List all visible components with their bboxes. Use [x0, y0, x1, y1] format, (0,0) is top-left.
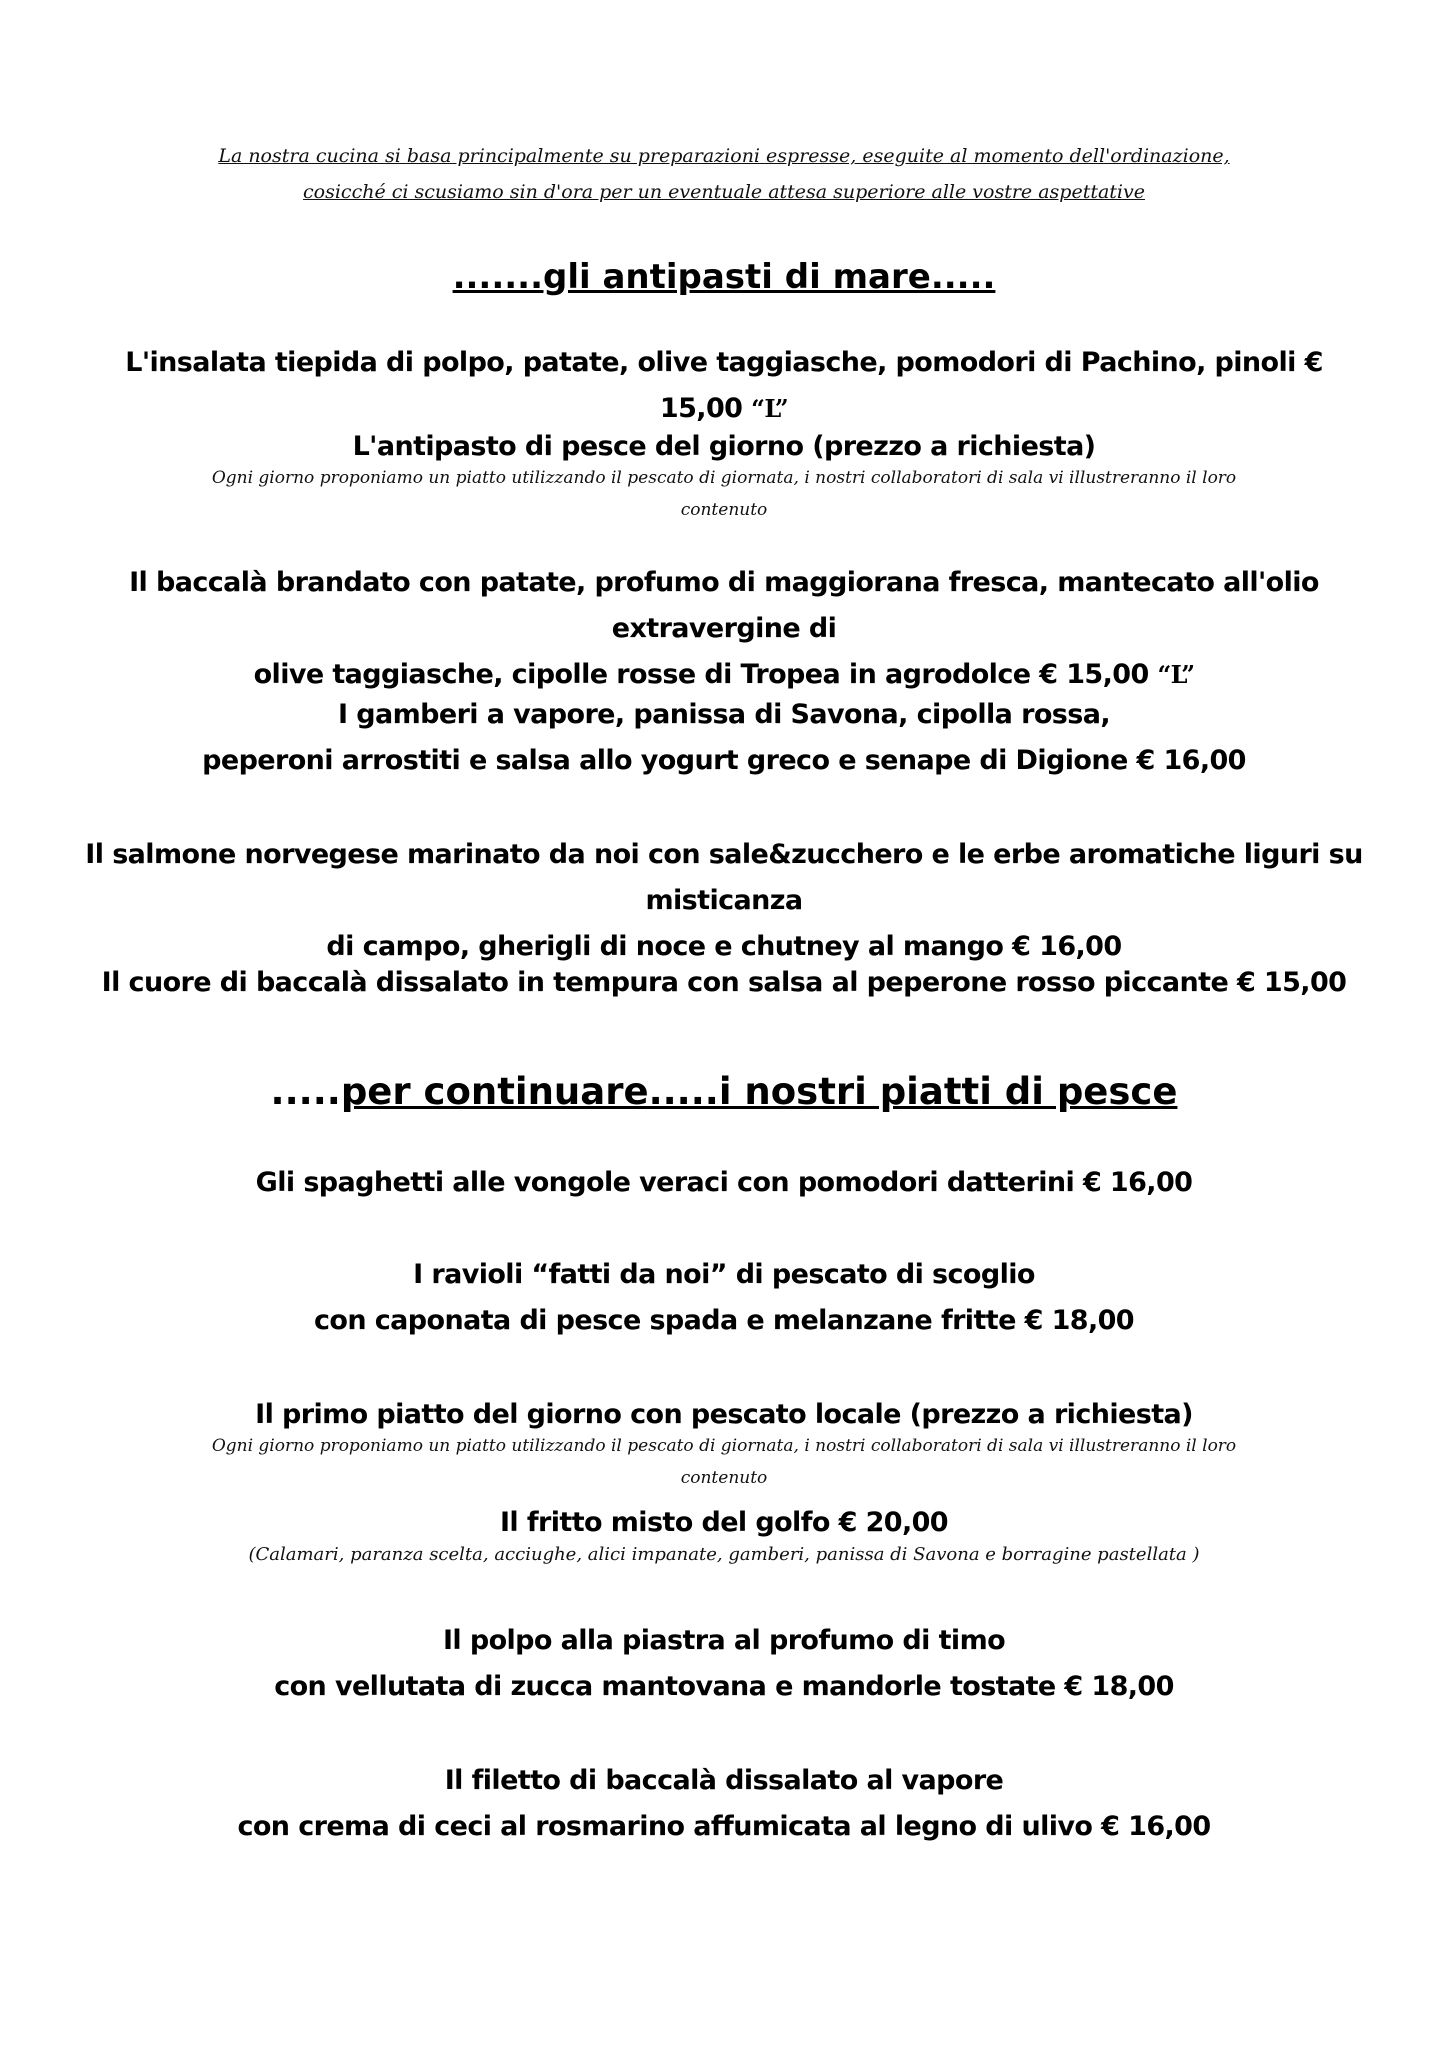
menu-item-gamberi-vapore: I gamberi a vapore, panissa di Savona, cipolla rossa, peperoni arrostiti e salsa allo yogurt greco e senape di Digione € 16,00 [202, 699, 1246, 776]
section-title-pesce: .....per continuare.....i nostri piatti di pesce [270, 1070, 1178, 1113]
menu-item-primo-giorno: Il primo piatto del giorno con pescato locale (prezzo a richiesta) Ogni giorno proponiamo un piatto utilizzando il pescato di giornata, i nostri collaboratori di sala vi illustreranno il loro contenuto [80, 1392, 1368, 1494]
menu-item-ravioli: I ravioli “fatti da noi” di pescato di scoglio con caponata di pesce spada e melanzane fritte € 18,00 [314, 1259, 1134, 1336]
intro-line-2: cosicché ci scusiamo sin d'ora per un eventuale attesa superiore alle vostre aspettative [303, 181, 1145, 203]
item-note: contenuto [680, 500, 768, 520]
menu-item-insalata-polpo: L'insalata tiepida di polpo, patate, olive taggiasche, pomodori di Pachino, pinoli € 15,00 “L” [125, 347, 1323, 424]
item-note: Ogni giorno proponiamo un piatto utilizzando il pescato di giornata, i nostri collaboratori di sala vi illustreranno il loro [211, 1436, 1237, 1456]
menu-item-baccala-brandato: Il baccalà brandato con patate, profumo di maggiorana fresca, mantecato all'olio extravergine di olive taggiasche, cipolle rosse di Tropea in agrodolce € 15,00 “L” [129, 567, 1319, 690]
menu-item-filetto-baccala: Il filetto di baccalà dissalato al vapore con crema di ceci al rosmarino affumicata al legno di ulivo € 16,00 [237, 1765, 1211, 1842]
item-note: contenuto [680, 1468, 768, 1488]
lactose-mark: “L” [1157, 660, 1195, 689]
intro-line-1: La nostra cucina si basa principalmente su preparazioni espresse, eseguite al momento dell'ordinazione, [218, 145, 1230, 167]
section-title-antipasti: .......gli antipasti di mare..... [452, 257, 996, 297]
item-ingredients: (Calamari, paranza scelta, acciughe, alici impanate, gamberi, panissa di Savona e borragine pastellata ) [248, 1544, 1200, 1565]
menu-item-salmone: Il salmone norvegese marinato da noi con sale&zucchero e le erbe aromatiche liguri su misticanza di campo, gherigli di noce e chutney al mango € 16,00 [85, 839, 1363, 962]
intro-notice [100, 138, 1348, 210]
menu-item-antipasto-giorno: L'antipasto di pesce del giorno (prezzo a richiesta) Ogni giorno proponiamo un piatto utilizzando il pescato di giornata, i nostri collaboratori di sala vi illustreranno il loro contenuto [80, 424, 1368, 526]
item-note: Ogni giorno proponiamo un piatto utilizzando il pescato di giornata, i nostri collaboratori di sala vi illustreranno il loro [211, 468, 1237, 488]
menu-item-polpo-piastra: Il polpo alla piastra al profumo di timo con vellutata di zucca mantovana e mandorle tostate € 18,00 [274, 1625, 1174, 1702]
menu-item-cuore-baccala: Il cuore di baccalà dissalato in tempura con salsa al peperone rosso piccante € 15,00 [101, 967, 1347, 998]
menu-item-spaghetti-vongole: Gli spaghetti alle vongole veraci con pomodori datterini € 16,00 [255, 1167, 1193, 1198]
lactose-mark: “L” [751, 394, 789, 423]
menu-item-fritto-misto: Il fritto misto del golfo € 20,00 (Calamari, paranza scelta, acciughe, alici impanate, gamberi, panissa di Savona e borragine pastellata ) [80, 1500, 1368, 1570]
